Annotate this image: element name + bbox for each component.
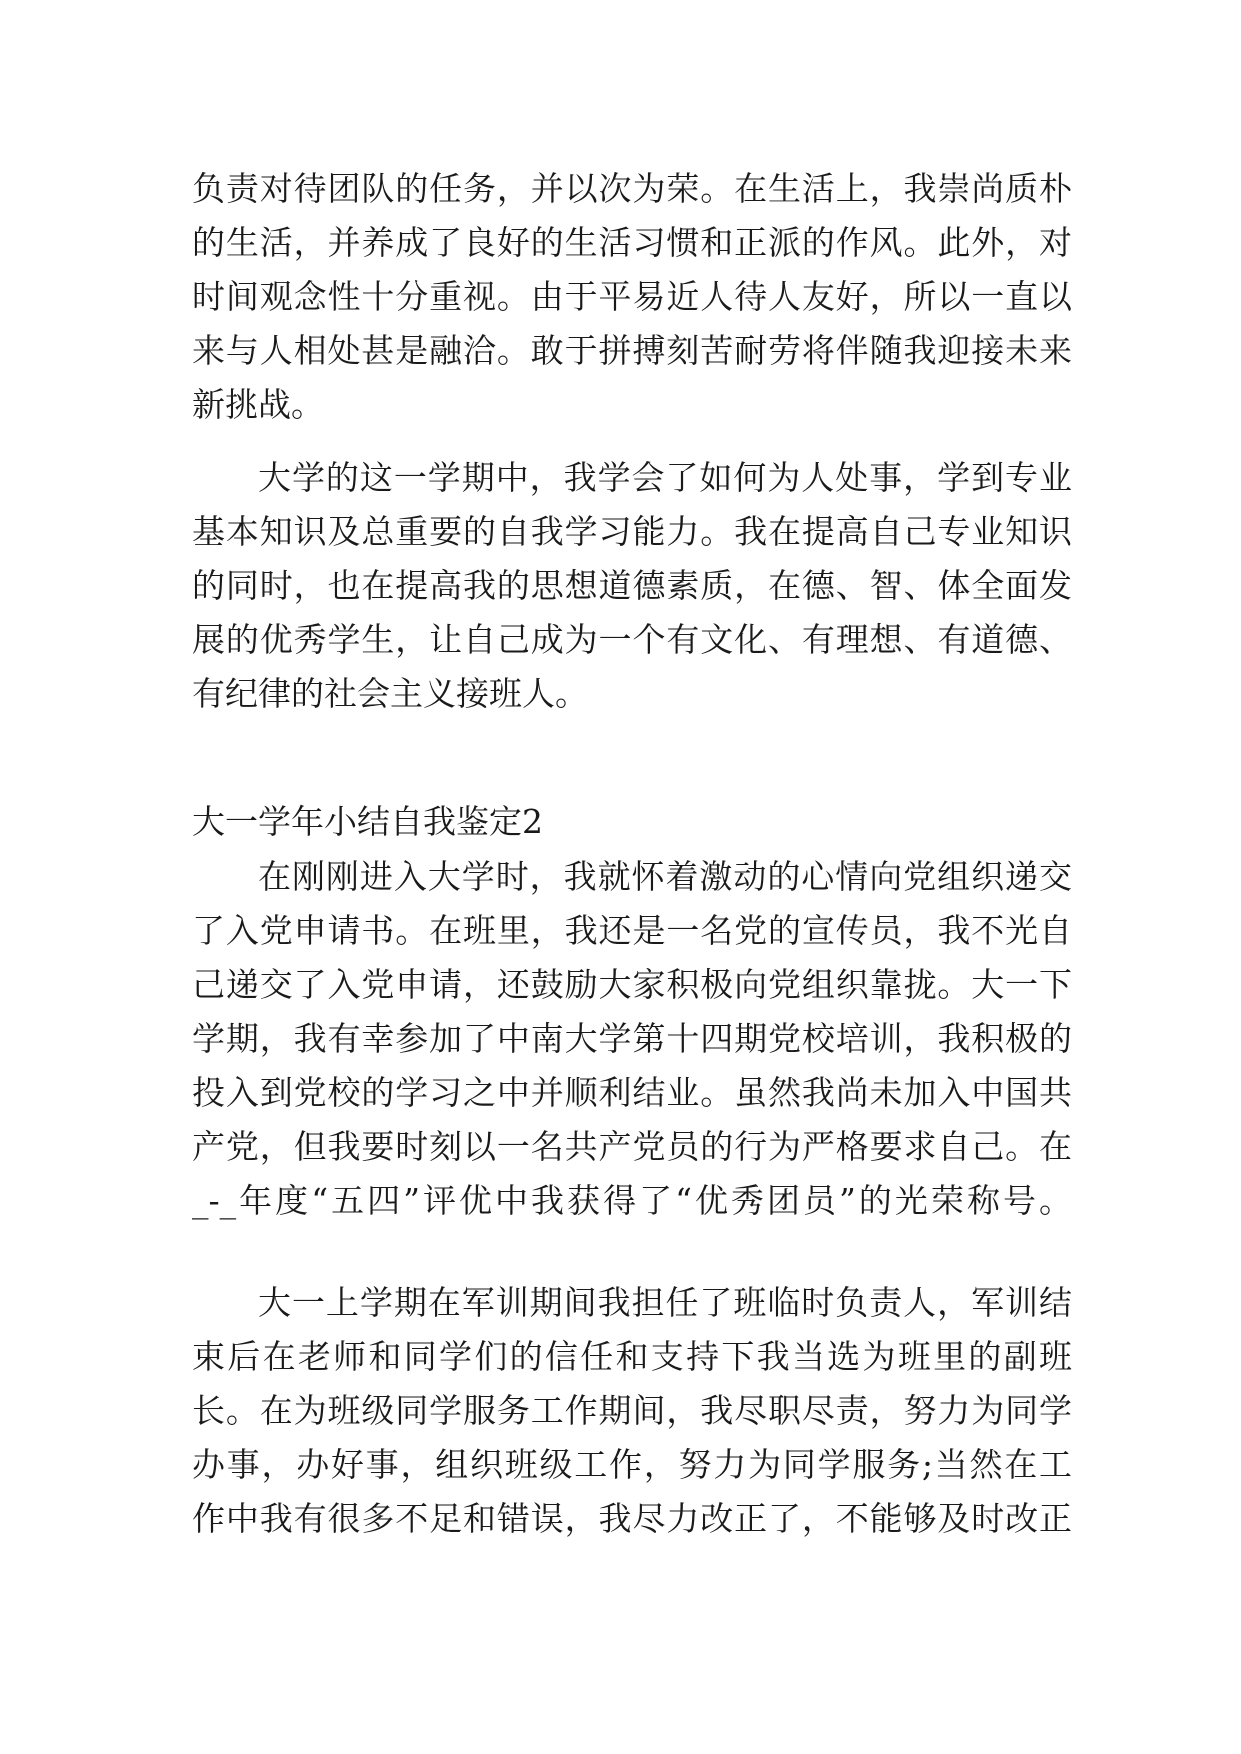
text-line: 大一上学期在军训期间我担任了班临时负责人，军训结 (258, 1283, 1072, 1322)
text-line: 投入到党校的学习之中并顺利结业。虽然我尚未加入中国共 (192, 1073, 1072, 1112)
paragraph-continued (192, 162, 1072, 432)
text-line: 束后在老师和同学们的信任和支持下我当选为班里的副班 (192, 1337, 1072, 1376)
text-line: 大学的这一学期中，我学会了如何为人处事，学到专业 (258, 458, 1072, 497)
paragraph (192, 451, 1072, 721)
text-line: 有纪律的社会主义接班人。 (192, 674, 588, 713)
heading-text: 大一学年小结自我鉴定2 (192, 802, 543, 841)
text-line: 展的优秀学生，让自己成为一个有文化、有理想、有道德、 (192, 620, 1072, 659)
text-line: 了入党申请书。在班里，我还是一名党的宣传员，我不光自 (192, 911, 1072, 950)
text-line: 长。在为班级同学服务工作期间，我尽职尽责，努力为同学 (192, 1391, 1072, 1430)
text-line: 的生活，并养成了良好的生活习惯和正派的作风。此外，对 (192, 223, 1072, 262)
text-line: 负责对待团队的任务，并以次为荣。在生活上，我崇尚质朴 (192, 169, 1072, 208)
text-line: 基本知识及总重要的自我学习能力。我在提高自己专业知识 (192, 512, 1072, 551)
paragraph (192, 850, 1072, 1228)
text-line: 己递交了入党申请，还鼓励大家积极向党组织靠拢。大一下 (192, 965, 1072, 1004)
text-line: 新挑战。 (192, 385, 324, 424)
paragraph (192, 1276, 1072, 1546)
text-line: 的同时，也在提高我的思想道德素质，在德、智、体全面发 (192, 566, 1072, 605)
text-line: 在刚刚进入大学时，我就怀着激动的心情向党组织递交 (258, 857, 1072, 896)
text-line: 学期，我有幸参加了中南大学第十四期党校培训，我积极的 (192, 1019, 1072, 1058)
text-line: 产党，但我要时刻以一名共产党员的行为严格要求自己。在 (192, 1127, 1072, 1166)
text-line: _-_年度“五四”评优中我获得了“优秀团员”的光荣称号。 (192, 1181, 1072, 1220)
text-line: 时间观念性十分重视。由于平易近人待人友好，所以一直以 (192, 277, 1072, 316)
text-line: 作中我有很多不足和错误，我尽力改正了，不能够及时改正 (192, 1499, 1072, 1538)
section-heading (192, 795, 1072, 849)
text-line: 办事，办好事，组织班级工作，努力为同学服务;当然在工 (192, 1445, 1072, 1484)
text-line: 来与人相处甚是融洽。敢于拼搏刻苦耐劳将伴随我迎接未来 (192, 331, 1072, 370)
